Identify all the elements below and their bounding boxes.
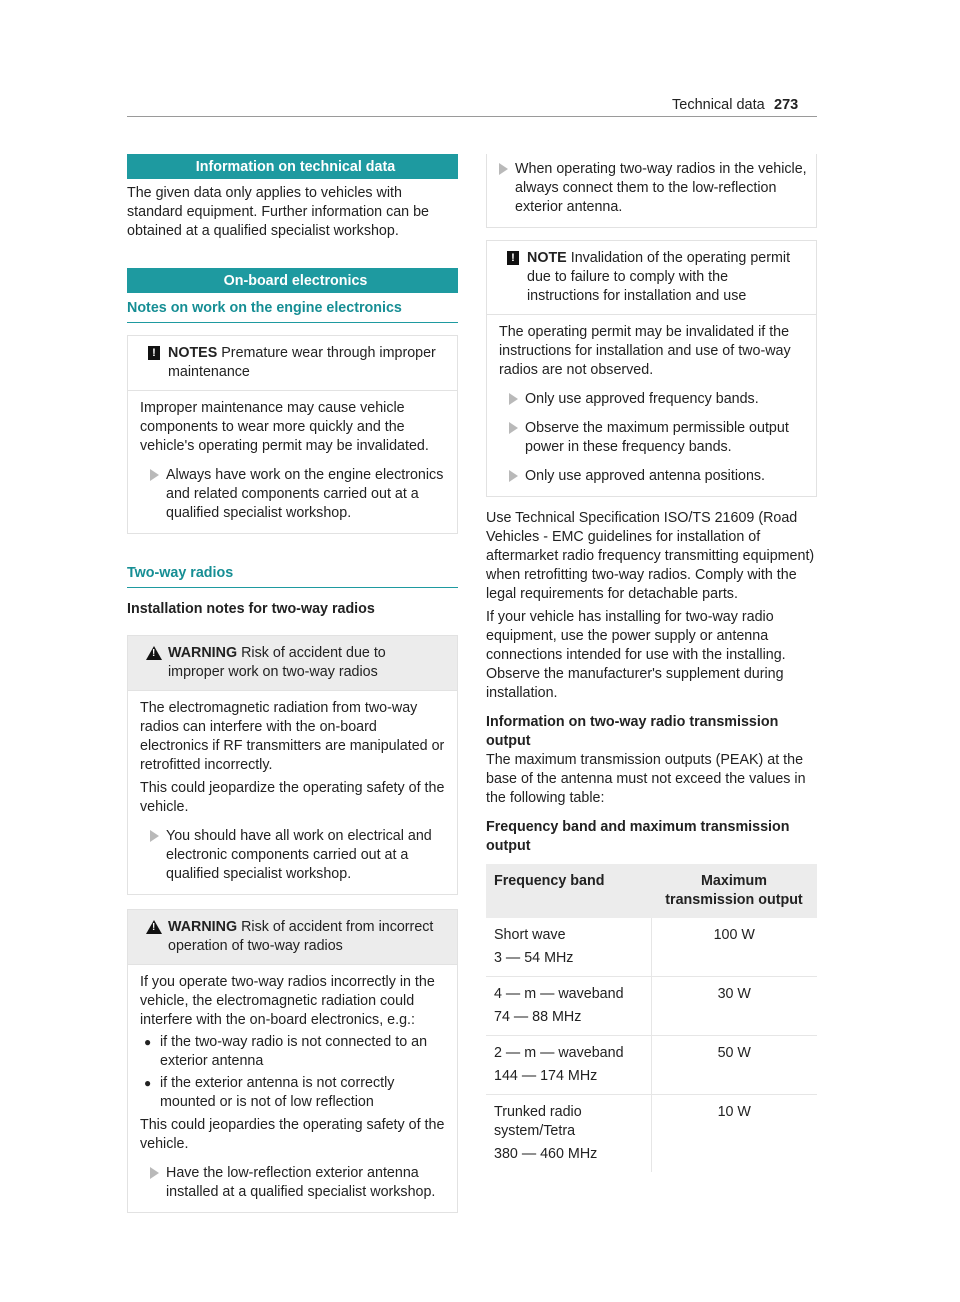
warning-triangle-icon	[146, 920, 162, 934]
heading-transmission-output: Information on two-way radio transmission output	[486, 714, 779, 749]
note-keyword: NOTE	[527, 250, 567, 266]
bullet-list	[140, 1033, 445, 1112]
bullet-icon: ●	[144, 1035, 152, 1049]
notes-body	[128, 390, 457, 533]
header-rule	[127, 116, 817, 117]
table-header-row	[486, 864, 817, 918]
instruction-text: Observe the maximum permissible output power in these frequency bands.	[525, 420, 789, 455]
arrow-right-icon	[509, 393, 518, 405]
notes-icon: !	[148, 346, 160, 360]
band-name: Short wave	[494, 927, 566, 943]
instruction-text: Only use approved antenna positions.	[525, 468, 766, 484]
warning-body-text: This could jeopardies the operating safety of the vehicle.	[140, 1117, 445, 1152]
column-header-max-output: Maximum transmission output	[651, 864, 817, 918]
band-name: 2 — m — waveband	[494, 1045, 624, 1061]
section-title-info: Information on technical data	[127, 154, 458, 179]
instruction-step	[487, 160, 816, 217]
band-range: 144 — 174 MHz	[494, 1068, 598, 1084]
arrow-right-icon	[509, 422, 518, 434]
band-name: Trunked radio system/Tetra	[494, 1104, 582, 1139]
instruction-step	[499, 419, 804, 457]
notes-box	[127, 335, 458, 534]
header-title: Technical data	[672, 97, 765, 113]
band-power: 50 W	[651, 1036, 817, 1095]
instruction-step	[140, 466, 445, 523]
warning-body-text: This could jeopardize the operating safety of the vehicle.	[140, 780, 445, 815]
note-title: Invalidation of the operating permit due to failure to comply with the instructions for installation and use	[527, 250, 791, 304]
list-item	[140, 1074, 445, 1112]
notes-title: Premature wear through improper maintenance	[168, 345, 436, 380]
instruction-text: When operating two-way radios in the vehicle, always connect them to the low-reflection exterior antenna.	[515, 161, 807, 215]
right-column	[486, 154, 817, 1172]
table-row	[486, 918, 817, 977]
instruction-text: Always have work on the engine electronics and related components carried out at a qualified specialist workshop.	[166, 467, 444, 521]
instruction-text: You should have all work on electrical and electronic components carried out at a qualified specialist workshop.	[166, 828, 432, 882]
note-box-operating-permit	[486, 240, 817, 497]
subheading-two-way-radios: Two-way radios	[127, 564, 458, 588]
instruction-step	[499, 467, 804, 486]
page-number: 273	[774, 97, 799, 113]
iso-paragraph: Use Technical Specification ISO/TS 21609 (Road Vehicles - EMC guidelines for installation of aftermarket radio frequency transmitting equipment) when retrofitting two-way radios. Comply with the legal requirements for detachable parts.	[486, 510, 815, 602]
arrow-right-icon	[509, 470, 518, 482]
arrow-right-icon	[499, 163, 508, 175]
table-row	[486, 1036, 817, 1095]
note-header	[487, 241, 816, 314]
warning-body-text: If you operate two-way radios incorrectly in the vehicle, the electromagnetic radiation could interfere with the on-board electronics, e.g.:	[140, 974, 435, 1028]
instruction-text: Only use approved frequency bands.	[525, 391, 759, 407]
note-icon: !	[507, 251, 519, 265]
band-range: 74 — 88 MHz	[494, 1009, 582, 1025]
section-title-onboard: On-board electronics	[127, 268, 458, 293]
band-range: 380 — 460 MHz	[494, 1146, 598, 1162]
bullet-text: if the exterior antenna is not correctly mounted or is not of low reflection	[160, 1075, 395, 1110]
notes-keyword: NOTES	[168, 345, 218, 361]
table-heading: Frequency band and maximum transmission output	[486, 819, 790, 854]
output-paragraph: The maximum transmission outputs (PEAK) at the base of the antenna must not exceed the values in the following table:	[486, 752, 806, 806]
bullet-text: if the two-way radio is not connected to an exterior antenna	[160, 1034, 428, 1069]
instruction-step	[140, 827, 445, 884]
warning-header	[128, 636, 457, 690]
instruction-text: Have the low-reflection exterior antenna installed at a qualified specialist workshop.	[166, 1165, 436, 1200]
info-paragraph: The given data only applies to vehicles with standard equipment. Further information can be obtained at a qualified specialist workshop.	[127, 185, 429, 239]
band-power: 30 W	[651, 977, 817, 1036]
warning-keyword: WARNING	[168, 645, 238, 661]
warning-body	[128, 964, 457, 1212]
band-power: 100 W	[651, 918, 817, 977]
instruction-step	[499, 390, 804, 409]
table-row	[486, 977, 817, 1036]
arrow-right-icon	[150, 469, 159, 481]
list-item	[140, 1033, 445, 1071]
warning-title: Risk of accident from incorrect operation of two-way radios	[168, 919, 434, 954]
left-column	[127, 154, 458, 1213]
frequency-table	[486, 864, 817, 1172]
info-text	[127, 184, 458, 241]
notes-body-text: Improper maintenance may cause vehicle components to wear more quickly and the vehicle's operating permit may be invalidated.	[140, 400, 429, 454]
continued-warning-box	[486, 154, 817, 228]
warning-triangle-icon	[146, 646, 162, 660]
warning-body-text: The electromagnetic radiation from two-way radios can interfere with the on-board electronics if RF transmitters are manipulated or retrofitted incorrectly.	[140, 700, 445, 773]
installation-paragraph: If your vehicle has installing for two-way radio equipment, use the power supply or antenna connections intended for use with the installing. Observe the manufacturer's supplement during installation.	[486, 609, 786, 701]
warning-title: Risk of accident due to improper work on two-way radios	[168, 645, 386, 680]
arrow-right-icon	[150, 1167, 159, 1179]
warning-keyword: WARNING	[168, 919, 238, 935]
band-power: 10 W	[717, 1104, 751, 1120]
notes-header	[128, 336, 457, 390]
warning-body	[128, 690, 457, 894]
band-range: 3 — 54 MHz	[494, 950, 574, 966]
band-name: 4 — m — waveband	[494, 986, 624, 1002]
warning-box-improper-work	[127, 635, 458, 895]
bullet-icon: ●	[144, 1076, 152, 1090]
note-body	[487, 314, 816, 496]
warning-header	[128, 910, 457, 964]
instruction-step	[140, 1164, 445, 1202]
note-body-text: The operating permit may be invalidated if the instructions for installation and use of two-way radios are not observed.	[499, 324, 791, 378]
arrow-right-icon	[150, 830, 159, 842]
heading-installation-notes: Installation notes for two-way radios	[127, 601, 375, 617]
body-text	[486, 509, 817, 703]
column-header-frequency-band: Frequency band	[486, 864, 651, 918]
subheading-engine-notes: Notes on work on the engine electronics	[127, 299, 458, 323]
table-row	[486, 1095, 817, 1173]
warning-box-incorrect-operation	[127, 909, 458, 1213]
